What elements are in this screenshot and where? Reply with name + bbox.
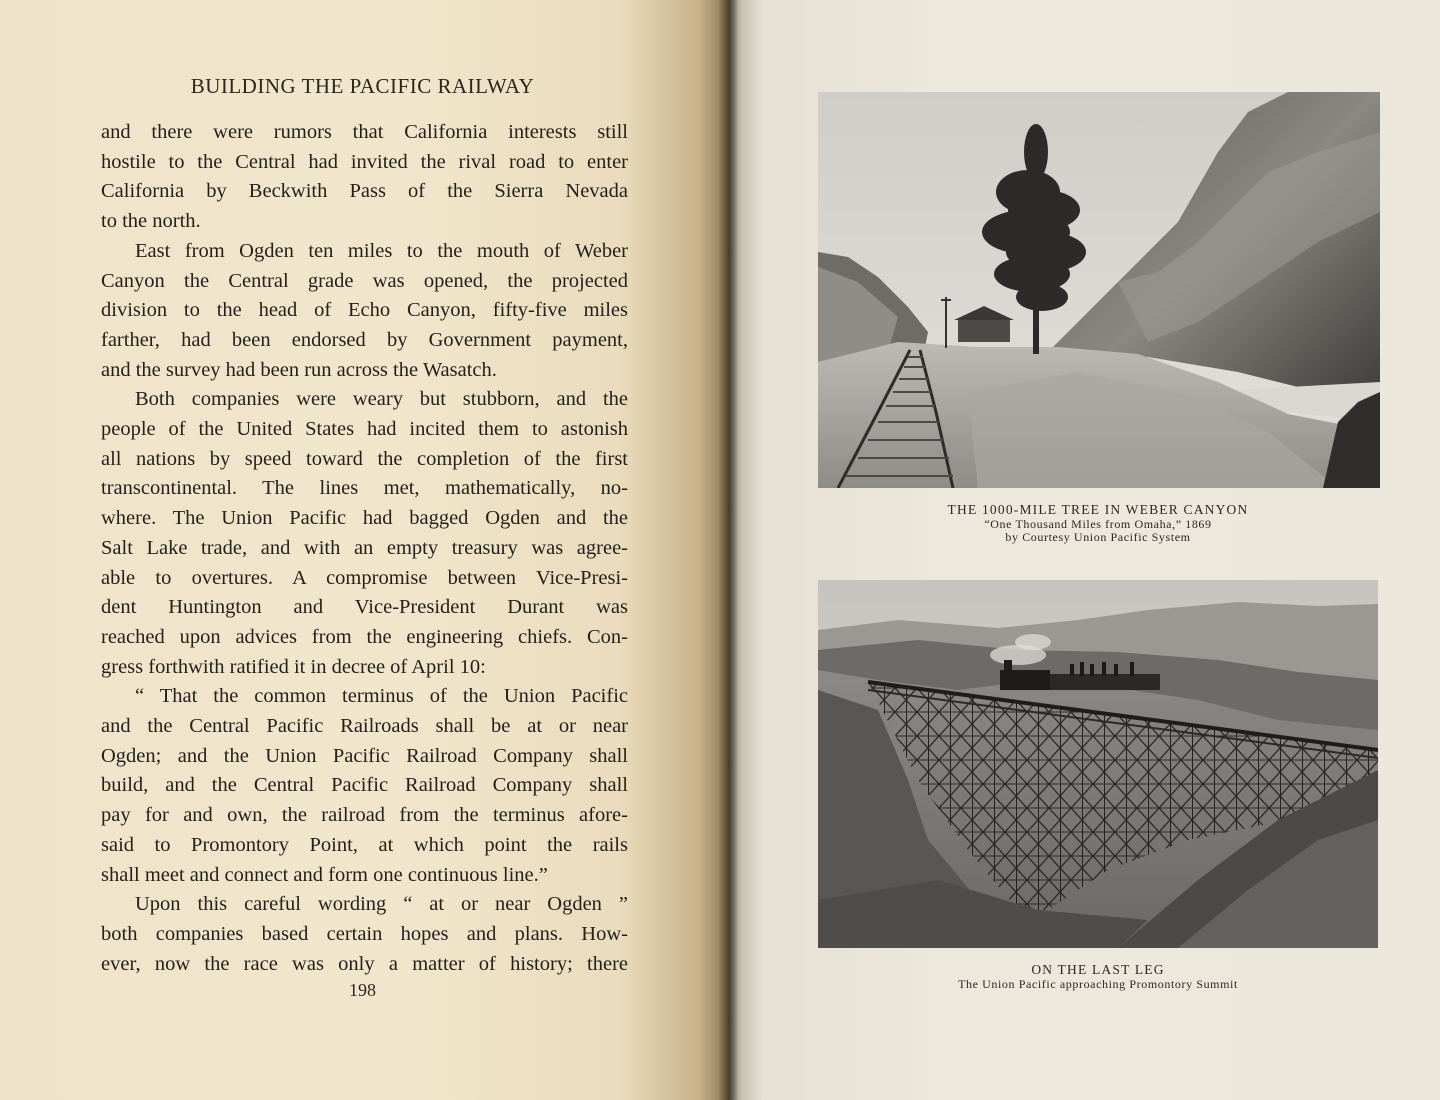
text-line: East from Ogden ten miles to the mouth of Weber xyxy=(135,239,628,262)
text-line: “ That the common terminus of the Union Pacific xyxy=(135,685,628,708)
text-line: shall meet and connect and form one continuous line.” xyxy=(101,863,548,886)
running-head: BUILDING THE PACIFIC RAILWAY xyxy=(190,74,535,98)
caption-subtitle: “One Thousand Miles from Omaha,” 1869 xyxy=(984,517,1212,531)
text-line: California by Beckwith Pass of the Sierra Nevada xyxy=(101,180,628,203)
right-page xyxy=(728,0,1440,1100)
text-line: Ogden; and the Union Pacific Railroad Company shall xyxy=(101,744,628,767)
book-gutter xyxy=(718,0,738,1100)
text-line: gress forthwith ratified it in decree of April 10: xyxy=(101,655,486,678)
text-line: able to overtures. A compromise between Vice-Presi- xyxy=(101,566,628,589)
photo-thousand-mile-tree xyxy=(818,92,1380,488)
text-line: said to Promontory Point, at which point the rails xyxy=(101,833,628,856)
caption-title: ON THE LAST LEG xyxy=(1031,962,1165,977)
text-line: ever, now the race was only a matter of history; there xyxy=(101,952,628,975)
text-line: all nations by speed toward the completion of the first xyxy=(101,447,628,470)
text-line: Salt Lake trade, and with an empty treasury was agree- xyxy=(101,536,628,559)
text-line: Canyon the Central grade was opened, the projected xyxy=(101,269,628,292)
text-line: people of the United States had incited them to astonish xyxy=(101,418,628,441)
text-line: pay for and own, the railroad from the terminus afore- xyxy=(101,804,628,827)
caption-credit: by Courtesy Union Pacific System xyxy=(1005,530,1191,544)
text-line: farther, had been endorsed by Government payment, xyxy=(101,328,628,351)
text-line: Both companies were weary but stubborn, and the xyxy=(135,388,628,411)
text-line: hostile to the Central had invited the rival road to enter xyxy=(101,150,628,173)
text-line: transcontinental. The lines met, mathematically, no- xyxy=(101,477,628,500)
text-line: both companies based certain hopes and plans. How- xyxy=(101,922,628,945)
text-line: reached upon advices from the engineering chiefs. Con- xyxy=(101,625,628,648)
page-number: 198 xyxy=(349,980,376,1000)
text-line: and the survey had been run across the Wasatch. xyxy=(101,358,497,381)
text-line: and there were rumors that California interests still xyxy=(101,121,628,143)
caption-subtitle: The Union Pacific approaching Promontory Summit xyxy=(958,977,1238,991)
text-line: and the Central Pacific Railroads shall be at or near xyxy=(101,715,628,738)
caption-thousand-mile-tree xyxy=(818,502,1378,544)
caption-last-leg xyxy=(818,962,1378,991)
text-line: Upon this careful wording “ at or near Ogden ” xyxy=(135,893,628,916)
text-line: where. The Union Pacific had bagged Ogden and the xyxy=(101,507,628,530)
text-line: dent Huntington and Vice-President Durant was xyxy=(101,596,628,619)
caption-title: THE 1000-MILE TREE IN WEBER CANYON xyxy=(947,502,1249,517)
text-line: division to the head of Echo Canyon, fifty-five miles xyxy=(101,299,628,322)
text-line: to the north. xyxy=(101,210,201,233)
text-line: build, and the Central Pacific Railroad Company shall xyxy=(101,774,628,797)
photo-trestle-bridge xyxy=(818,580,1378,948)
body-text xyxy=(101,118,628,979)
